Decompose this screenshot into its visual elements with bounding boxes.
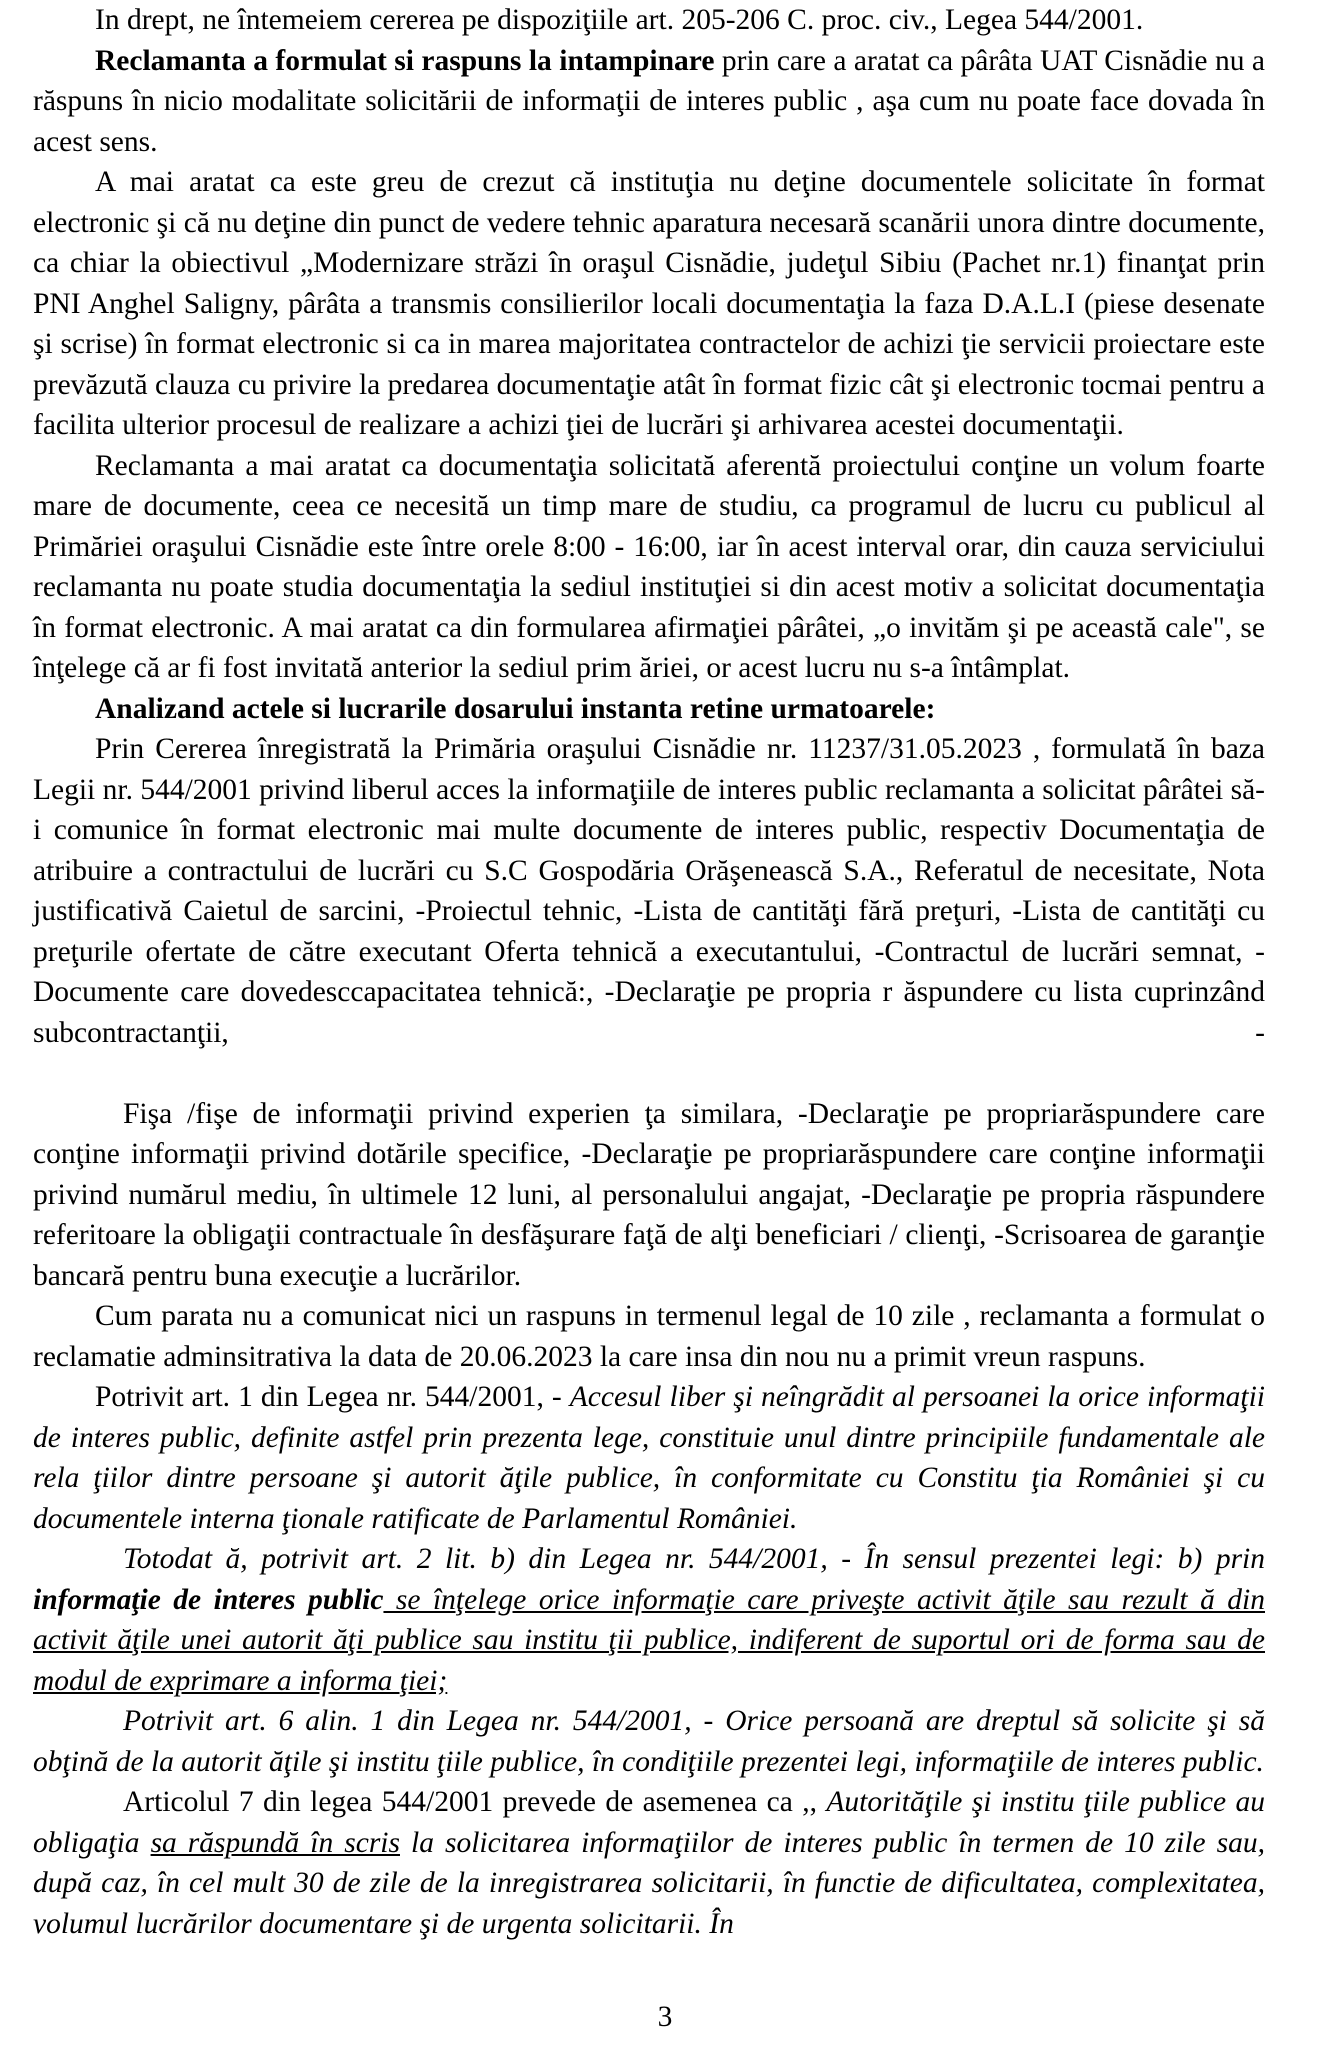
page-number: 3 <box>657 2001 673 2033</box>
bold-italic-informatie-interes-public: informaţie de interes public <box>33 1583 384 1616</box>
paragraph-text-tail-3: Documente care dovedesc <box>33 976 351 1008</box>
paragraph-reclamanta-raspuns <box>33 41 1265 163</box>
bold-heading-reclamanta: Reclamanta a formulat si raspuns la intampinare <box>95 44 715 77</box>
paragraph-cum-parata <box>33 1296 1265 1377</box>
paragraph-text-2: răspundere care conţine informaţii privind dotările specifice, - <box>33 1097 1266 1170</box>
paragraph-a-mai-aratat <box>33 162 1265 446</box>
bold-heading-analizand: Analizand actele si lucrarile dosarului instanta retine urmatoarele: <box>95 692 936 725</box>
underlined-italic-sa-raspunda-in-scris: sa răspundă în scris <box>150 1826 400 1859</box>
paragraph-text: Potrivit art. 1 din Legea nr. 544/2001, - <box>95 1381 570 1413</box>
italic-quote-art1: Accesul liber şi neîngrădit al persoanei la orice informaţii de interes public, definite astfel prin prezenta lege, constituie unul dintre principiile fundamentale ale rela ţiilor dintre persoane şi autorit ăţile publice, în conformitate cu Constitu ţia României şi cu documentele interna ţionale ratificate de Parlamentul României. <box>33 1381 1265 1535</box>
paragraph-text-3: răspundere care conţine informaţii privind numărul mediu, în ultimele 12 luni, al personalului angajat, -Declaraţie pe propria răspundere referitoare la obligaţii contractuale în desfăşurare faţă de alţi beneficiari / clienţi, -Scrisoarea de garanţie bancară pentru buna execuţie a lucrărilor. <box>33 1138 1265 1292</box>
paragraph-text: Fişa /fişe de informaţii privind experien ţa similara, - <box>123 1097 808 1130</box>
paragraph-text-tail-2: Declaraţie pe propria <box>591 1138 848 1170</box>
paragraph-text: Reclamanta a mai aratat ca documentaţia solicitată aferentă proiectului conţine un volum foarte mare de documente, ceea ce necesită un timp mare de studiu, ca programul de lucru cu publicul al Primăriei oraşului Cisnădie este între orele 8:00 - 16:00, iar în acest interval orar, din cauza serviciului reclamanta nu poate studia documentaţia la sediul instituţiei si din acest motiv a solicitat documentaţia în format electronic. A mai aratat ca din formularea afirmaţiei pârâtei, „o invităm şi pe această cale", se înţelege că ar fi fost invitată anterior la sediul prim ăriei, or acest lucru nu s-a întâmplat. <box>33 449 1265 684</box>
paragraph-potrivit-art1 <box>33 1377 1265 1539</box>
paragraph-analizand-heading <box>33 689 1265 730</box>
italic-quote-art6: Potrivit art. 6 alin. 1 din Legea nr. 544/2001, - Orice persoană are dreptul să solicite şi să obţină de la autorit ăţile şi institu ţiile publice, în condiţiile prezentei legi, informaţiile de interes public. <box>33 1705 1265 1778</box>
paragraph-potrivit-art6 <box>33 1701 1265 1782</box>
document-text-column <box>33 0 1265 1944</box>
paragraph-text: Cum parata nu a comunicat nici un raspuns in termenul legal de 10 zile , reclamanta a formulat o reclamatie adminsitrativa la data de 20.06.2023 la care insa din nou nu a primit vreun raspuns. <box>33 1300 1265 1373</box>
paragraph-reclamanta-volum <box>33 446 1265 689</box>
italic-quote-art7-part2: la solicitarea informaţiilor de interes public în termen de 10 zile sau, după caz, în cel mult 30 de zile de la inregistrarea solicitarii, în functie de dificultatea, complexitatea, volumul lucrărilor documentare şi de urgenta solicitarii. În <box>33 1826 1265 1940</box>
paragraph-text-tail-1: Declaraţie pe propria <box>807 1097 1072 1130</box>
paragraph-text-tail-2: Lista de cantităţi fără preţuri, -Lista de cantităţi cu preţurile ofertate de către executant Oferta tehnică a executantului, -Contractul de lucrări semnat, - <box>33 895 1265 968</box>
italic-quote-art7-part1: Autorităţile şi institu ţiile publice au obligaţia <box>33 1786 1266 1859</box>
paragraph-fisa-informatii <box>33 1094 1265 1297</box>
paragraph-text: A mai aratat ca este greu de crezut că instituţia nu deţine documentele solicitate în format electronic şi că nu deţine din punct de vedere tehnic aparatura necesară scanării unora dintre documente, ca chiar la obiectivul „Modernizare străzi în oraşul Cisnădie, judeţul Sibiu (Pachet nr.1) finanţat prin PNI Anghel Saligny, pârâta a transmis consilierilor locali documentaţia la faza D.A.L.I (piese desenate şi scrise) în format electronic si ca in marea majoritatea contractelor de achizi ţie servicii proiectare este prevăzută clauza cu privire la predarea documentaţie atât în format fizic cât şi electronic tocmai pentru a facilita ulterior procesul de realizare a achizi ţiei de lucrări şi arhivarea acestei documentaţii. <box>33 166 1265 441</box>
paragraph-text: Prin Cererea înregistrată la Primăria oraşului Cisnădie nr. 11237/31.05.2023 , formulată în baza Legii nr. 544/2001 privind liberul acces la informaţiile de interes public reclamanta a solicitat pârâtei să-i comunice în format electronic mai multe documente de interes public, respectiv Documentaţia de atribuire a contractului de lucrări cu S.C Gospodăria Orăşenească S.A., Referatul de necesitate, Nota justificativă Caietul de sarcini, - <box>33 733 1265 927</box>
paragraph-prin-cererea <box>33 729 1265 1094</box>
paragraph-text: Articolul 7 din legea 544/2001 prevede de asemenea ca ,, <box>123 1786 827 1818</box>
paragraph-text: prin care a aratat ca pârâta UAT Cisnădie nu a răspuns în nicio modalitate solicitării de informaţii de interes public , aşa cum nu poate face dovada în acest sens. <box>33 44 1266 158</box>
paragraph-text-tail-1: Proiectul tehnic, - <box>425 895 644 927</box>
paragraph-text: In drept, ne întemeiem cererea pe dispoziţiile art. 205-206 C. proc. civ., Legea 544/2001. <box>95 4 1144 36</box>
paragraph-in-drept <box>33 0 1265 41</box>
paragraph-totodata-art2 <box>33 1539 1265 1701</box>
paragraph-text-tail-4: capacitatea tehnică:, -Declaraţie pe propria r ăspundere cu lista cuprinzând subcontractanţii, - <box>33 976 1265 1049</box>
underlined-italic-definition: se înţelege orice informaţie care priveşte activit ăţile sau rezult ă din activit ăţile unei autorit ăţi publice sau institu ţii publice, indiferent de suportul ori de forma sau de modul de exprimare a informa ţiei; <box>33 1583 1265 1697</box>
paragraph-articolul7 <box>33 1782 1265 1944</box>
italic-quote-art2: Totodat ă, potrivit art. 2 lit. b) din Legea nr. 544/2001, - În sensul prezentei legi: b) prin <box>123 1543 1265 1575</box>
